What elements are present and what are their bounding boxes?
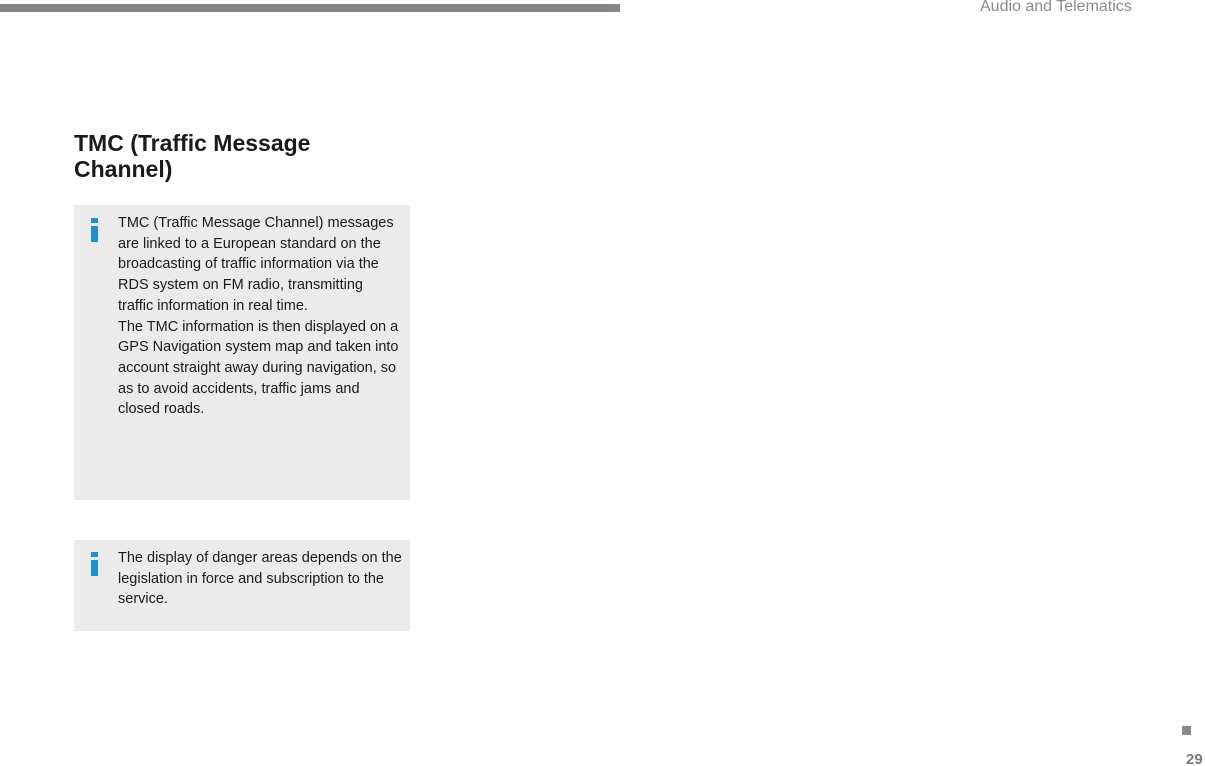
page-title: TMC (Traffic Message Channel) [74,130,311,182]
info-icon [90,552,100,580]
info-box-text [118,548,402,610]
info-paragraph: TMC (Traffic Message Channel) messages are linked to a European standard on the broadcasting of traffic information via the RDS system on FM radio, transmitting traffic information in real time. [118,215,394,314]
info-box-tmc [74,205,410,500]
info-paragraph: The display of danger areas depends on the legislation in force and subscription to the service. [118,550,402,608]
info-box-danger-areas [74,540,410,631]
section-header: Audio and Telematics [980,0,1132,15]
info-icon [90,218,100,246]
info-box-text [118,213,402,420]
page-number: 29 [1186,751,1203,766]
info-paragraph: The TMC information is then displayed on a GPS Navigation system map and taken into account straight away during navigation, so as to avoid accidents, traffic jams and closed roads. [118,318,399,418]
square-marker-icon [1182,726,1191,735]
top-divider-bar [0,4,620,12]
